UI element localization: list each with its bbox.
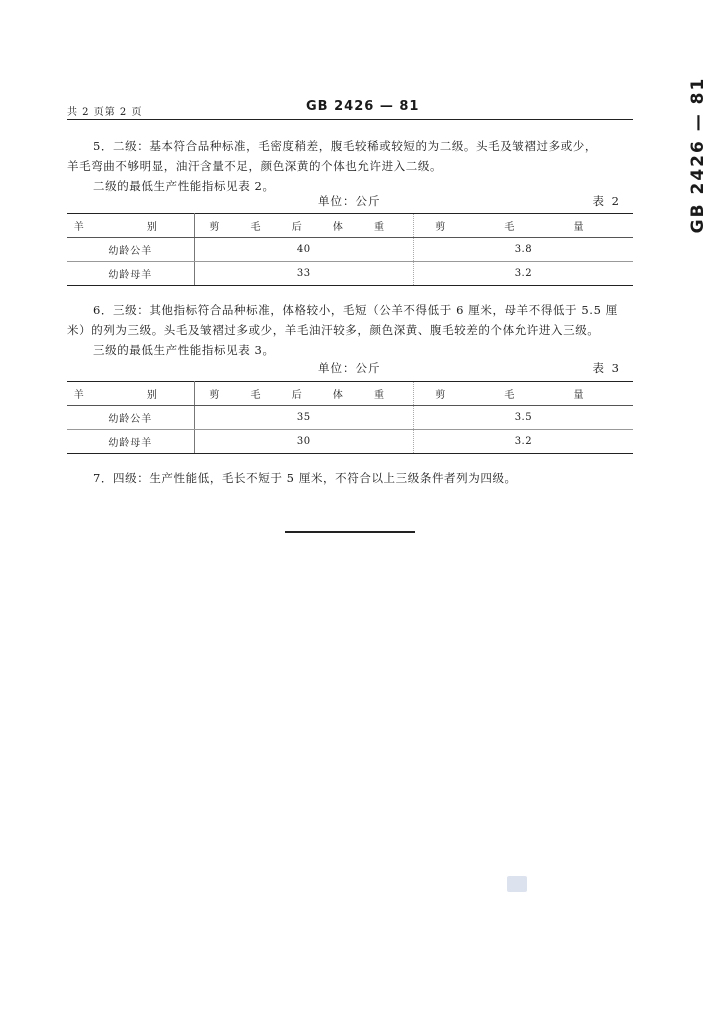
table-cell: 33	[194, 262, 413, 286]
section-5-line-2: 羊毛弯曲不够明显，油汗含量不足，颜色深黄的个体也允许进入二级。	[67, 159, 443, 173]
table-2	[67, 213, 633, 286]
table-2-header-wool-yield: 剪 毛 量	[413, 214, 633, 238]
table-cell: 3.5	[413, 406, 633, 430]
table-cell: 幼龄母羊	[67, 430, 194, 454]
header-rule	[67, 119, 633, 120]
table-cell: 30	[194, 430, 413, 454]
page-count: 共 2 页第 2 页	[67, 107, 143, 118]
table-cell: 40	[194, 238, 413, 262]
section-6-paragraph	[67, 300, 637, 360]
section-5-line-1: 5．二级：基本符合品种标准，毛密度稍差，腹毛较稀或较短的为二级。头毛及皱褶过多或少，	[93, 139, 598, 153]
table-row	[67, 430, 633, 454]
section-7-line-1: 7．四级：生产性能低，毛长不短于 5 厘米，不符合以上三级条件者列为四级。	[93, 471, 517, 485]
side-standard-code-text: GB 2426 — 81	[688, 76, 708, 234]
table-cell: 幼龄母羊	[67, 262, 194, 286]
table-cell: 35	[194, 406, 413, 430]
table-2-unit: 单位：公斤	[318, 194, 381, 208]
table-cell: 3.2	[413, 430, 633, 454]
table-2-label: 表 2	[592, 194, 621, 208]
section-6-reference: 三级的最低生产性能指标见表 3。	[93, 343, 275, 357]
side-standard-code	[668, 76, 724, 234]
table-3-header-sheep-type: 羊 别	[67, 382, 194, 406]
table-2-header-body-weight: 剪 毛 后 体 重	[194, 214, 413, 238]
table-row	[67, 238, 633, 262]
section-6-line-2: 米）的列为三级。头毛及皱褶过多或少，羊毛油汗较多，颜色深黄、腹毛较差的个体允许进入三级。	[67, 323, 600, 337]
table-2-header-row	[67, 214, 633, 238]
standard-code: GB 2426 — 81	[306, 99, 420, 114]
section-5-paragraph	[67, 136, 637, 196]
table-cell: 3.2	[413, 262, 633, 286]
watermark-stamp	[507, 876, 527, 892]
table-3-unit: 单位：公斤	[318, 361, 381, 375]
table-cell: 幼龄公羊	[67, 238, 194, 262]
table-cell: 幼龄公羊	[67, 406, 194, 430]
section-5-reference: 二级的最低生产性能指标见表 2。	[93, 179, 275, 193]
table-2-header-sheep-type: 羊 别	[67, 214, 194, 238]
table-row	[67, 262, 633, 286]
table-row	[67, 406, 633, 430]
table-3	[67, 381, 633, 454]
table-3-label: 表 3	[592, 361, 621, 375]
section-6-line-1: 6．三级：其他指标符合品种标准，体格较小，毛短（公羊不得低于 6 厘米，母羊不得低于 5.5 厘	[93, 303, 618, 317]
table-cell: 3.8	[413, 238, 633, 262]
end-rule	[285, 531, 415, 533]
table-3-header-wool-yield: 剪 毛 量	[413, 382, 633, 406]
table-3-header-row	[67, 382, 633, 406]
table-3-header-body-weight: 剪 毛 后 体 重	[194, 382, 413, 406]
section-7-paragraph	[67, 468, 637, 488]
